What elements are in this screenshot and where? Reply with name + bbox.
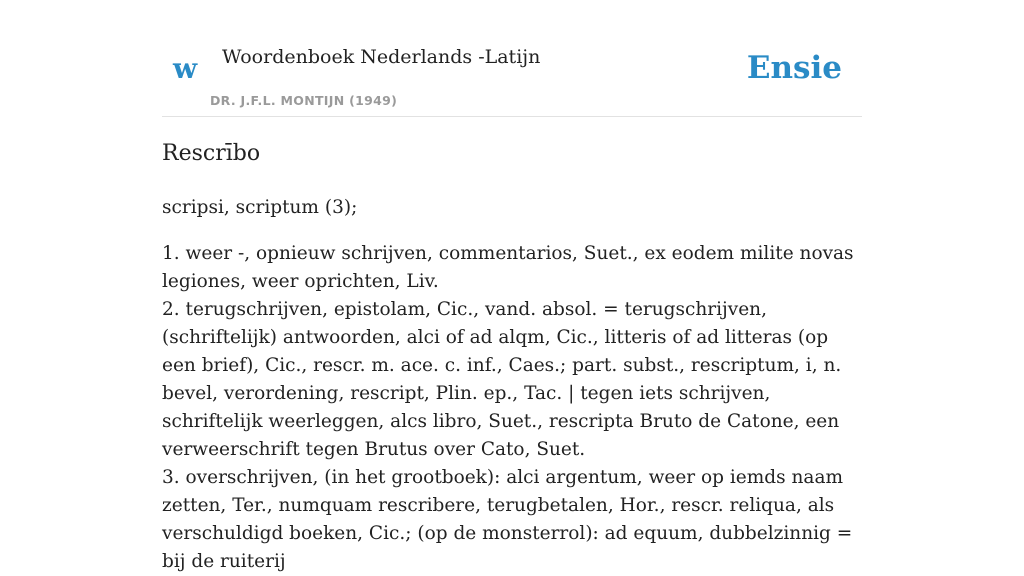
sense-2: 2. terugschrijven, epistolam, Cic., vand. absol. = terugschrijven, (schriftelijk) antwoorden, alci of ad alqm, Cic., litteris of ad litteras (op een brief), Cic., rescr. m. ace. c. inf., Caes.; part. subst., rescriptum, i, n. bevel, verordening, rescript, Plin. ep., Tac. | tegen iets schrijven, schriftelijk weerleggen, alcs libro, Suet., rescripta Bruto de Catone, een verweerschrift tegen Brutus over Cato, Suet.	[162, 299, 842, 460]
entry-body	[162, 240, 862, 576]
page-content	[162, 0, 862, 572]
book-title[interactable]: Woordenboek Nederlands -Latijn	[222, 46, 541, 68]
source-header	[162, 0, 862, 117]
author-label: DR. J.F.L. MONTIJN (1949)	[210, 93, 398, 108]
entry-forms: scripsi, scriptum (3);	[162, 197, 358, 218]
brand-logo[interactable]: Ensie	[746, 50, 842, 86]
entry-title: Rescrībo	[162, 141, 261, 166]
dictionary-icon: w	[173, 52, 198, 85]
sense-1: 1. weer -, opnieuw schrijven, commentarios, Suet., ex eodem milite novas legiones, weer oprichten, Liv.	[162, 243, 854, 292]
sense-3: 3. overschrijven, (in het grootboek): alci argentum, weer op iemds naam zetten, Ter., numquam rescribere, terugbetalen, Hor., rescr. reliqua, als verschuldigd boeken, Cic.; (op de monsterrol): ad equum, dubbelzinnig = bij de ruiterij	[162, 467, 853, 572]
